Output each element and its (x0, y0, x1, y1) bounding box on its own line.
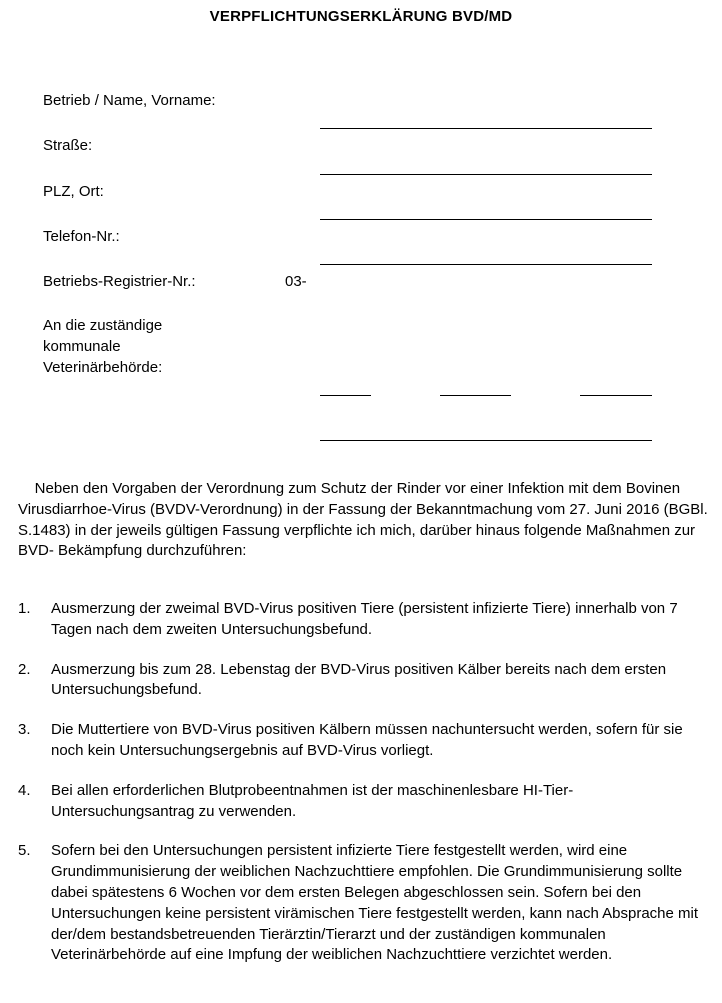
registrier-label: Betriebs-Registrier-Nr.: (43, 273, 196, 290)
plz-ort-label: PLZ, Ort: (43, 183, 104, 200)
betrieb-label: Betrieb / Name, Vorname: (43, 92, 216, 109)
list-item (18, 781, 710, 823)
list-item (18, 720, 710, 762)
behoerde-input-line-4[interactable] (320, 440, 652, 441)
list-item-text: Ausmerzung bis zum 28. Lebenstag der BVD-Virus positiven Kälber bereits nach dem ersten Untersuchungsbefund. (51, 660, 667, 699)
strasse-input-line[interactable] (320, 174, 652, 175)
behoerde-label (43, 315, 162, 378)
behoerde-input-line-2[interactable] (440, 395, 511, 396)
list-item-text: Bei allen erforderlichen Blutprobeentnahmen ist der maschinenlesbare HI-Tier-Untersuchungsantrag zu verwenden. (51, 781, 574, 820)
list-item-number: 4. (18, 781, 31, 799)
behoerde-label-line: Veterinärbehörde: (43, 359, 163, 376)
list-item-number: 3. (18, 721, 31, 739)
telefon-input-line[interactable] (320, 264, 652, 265)
list-item-text: Ausmerzung der zweimal BVD-Virus positiven Tiere (persistent infizierte Tiere) innerhalb von 7 Tagen nach dem zweiten Untersuchungsbefund. (51, 600, 678, 638)
telefon-label: Telefon-Nr.: (43, 228, 120, 245)
list-item-number: 1. (18, 600, 31, 617)
list-item (18, 841, 710, 966)
strasse-label: Straße: (43, 137, 93, 154)
behoerde-label-line: kommunale (43, 338, 121, 355)
behoerde-input-line-3[interactable] (580, 395, 652, 396)
registrier-prefix: 03- (285, 273, 307, 290)
intro-paragraph (18, 479, 708, 562)
plz-ort-input-line[interactable] (320, 219, 652, 220)
behoerde-label-line: An die zuständige (43, 317, 163, 334)
list-item (18, 660, 710, 702)
list-item-text: Sofern bei den Untersuchungen persistent infizierte Tiere festgestellt werden, wird eine Grundimmunisierung der weiblichen Nachzuchttiere empfohlen. Die Grundimmunisierung sollte dabei spätestens 6 Wochen vor dem ersten Belegen abgeschlossen sein. Sofern bei den Untersuchungen keine persistent virämischen Tiere festgestellt werden, kann nach Absprache mit der/dem bestandsbetreuenden Tierärztin/Tierarzt und der zuständigen kommunalen Veterinärbehörde auf eine Impfung der weiblichen Nachzuchttiere verzichtet werden. (51, 842, 699, 964)
document-title: VERPFLICHTUNGSERKLÄRUNG BVD/MD (209, 8, 513, 25)
intro-text: Neben den Vorgaben der Verordnung zum Schutz der Rinder vor einer Infektion mit dem Bovinen Virusdiarrhoe-Virus (BVDV-Verordnung) in der Fassung der Bekanntmachung vom 27. Juni 2016 (BGBl. S.1483) in der jeweils gültigen Fassung verpflichte ich mich, darüber hinaus folgende Maßnahmen zur BVD- Bekämpfung durchzuführen: (18, 480, 708, 560)
list-item-text: Die Muttertiere von BVD-Virus positiven Kälbern müssen nachuntersucht werden, sofern für sie noch kein Untersuchungsergebnis auf BVD-Virus vorliegt. (51, 721, 683, 759)
behoerde-input-line-1[interactable] (320, 395, 371, 396)
measures-list (18, 599, 710, 985)
list-item-number: 2. (18, 660, 31, 678)
betrieb-input-line[interactable] (320, 128, 652, 129)
list-item (18, 599, 710, 641)
list-item-number: 5. (18, 842, 31, 860)
